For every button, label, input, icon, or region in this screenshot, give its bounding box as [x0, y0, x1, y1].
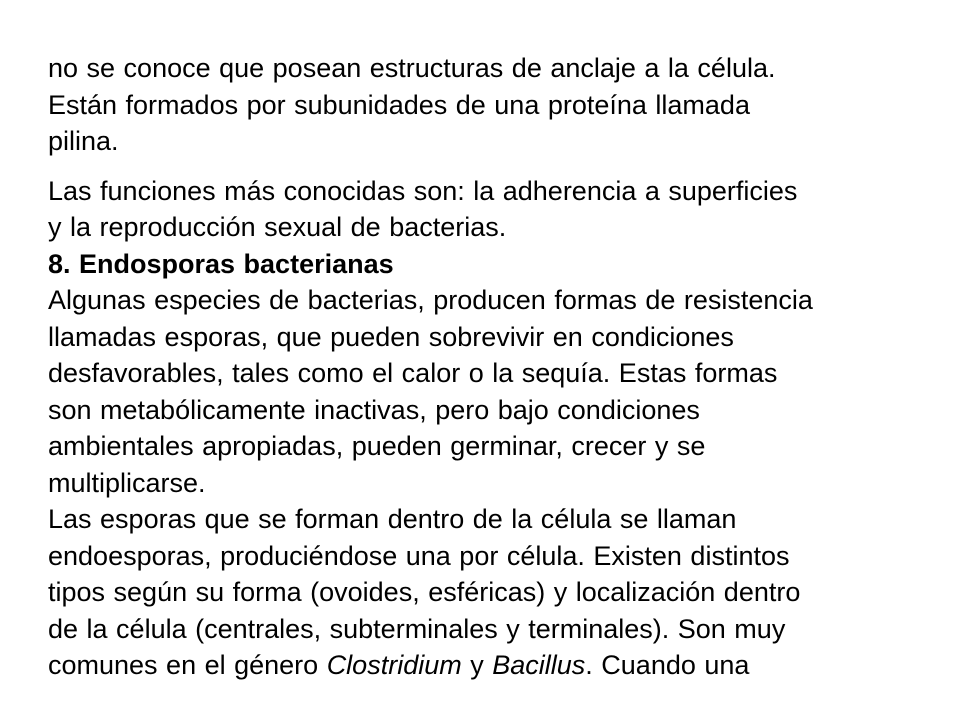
text-line: Las funciones más conocidas son: la adherencia a superficies — [48, 175, 798, 206]
paragraph-pili-end — [48, 50, 953, 160]
text-line: pilina. — [48, 126, 119, 156]
text-line: Están formados por subunidades de una proteína llamada — [48, 89, 750, 120]
text-line: de la célula (centrales, subterminales y terminales). Son muy — [48, 613, 786, 644]
text-line: . Cuando una — [585, 650, 750, 680]
text-line: Las esporas que se forman dentro de la célula se llaman — [48, 504, 737, 534]
text-line: ambientales apropiadas, pueden germinar, crecer y se — [48, 431, 706, 461]
text-line: son metabólicamente inactivas, pero bajo condiciones — [48, 394, 700, 425]
paragraph-spores — [48, 282, 953, 501]
genus-clostridium: Clostridium — [326, 650, 462, 680]
text-line: tipos según su forma (ovoides, esféricas) y localización dentro — [48, 577, 801, 607]
paragraph-functions — [48, 173, 953, 246]
text-line: no se conoce que posean estructuras de anclaje a la célula. — [48, 53, 776, 83]
text-line: y la reproducción sexual de bacterias. — [48, 212, 507, 242]
text-line: llamadas esporas, que pueden sobrevivir en condiciones — [48, 321, 734, 352]
text-line: desfavorables, tales como el calor o la sequía. Estas formas — [48, 358, 778, 388]
text-line: Algunas especies de bacterias, producen formas de resistencia — [48, 285, 813, 315]
text-line: comunes en el género — [48, 650, 327, 680]
text-line: endoesporas, produciéndose una por célula. Existen distintos — [48, 540, 790, 571]
genus-bacillus: Bacillus — [492, 650, 586, 680]
document-page — [48, 50, 953, 684]
text-line: multiplicarse. — [48, 467, 206, 498]
text-connector: y — [461, 650, 493, 680]
paragraph-endospores — [48, 501, 953, 684]
section-heading: 8. Endosporas bacterianas — [48, 248, 394, 279]
